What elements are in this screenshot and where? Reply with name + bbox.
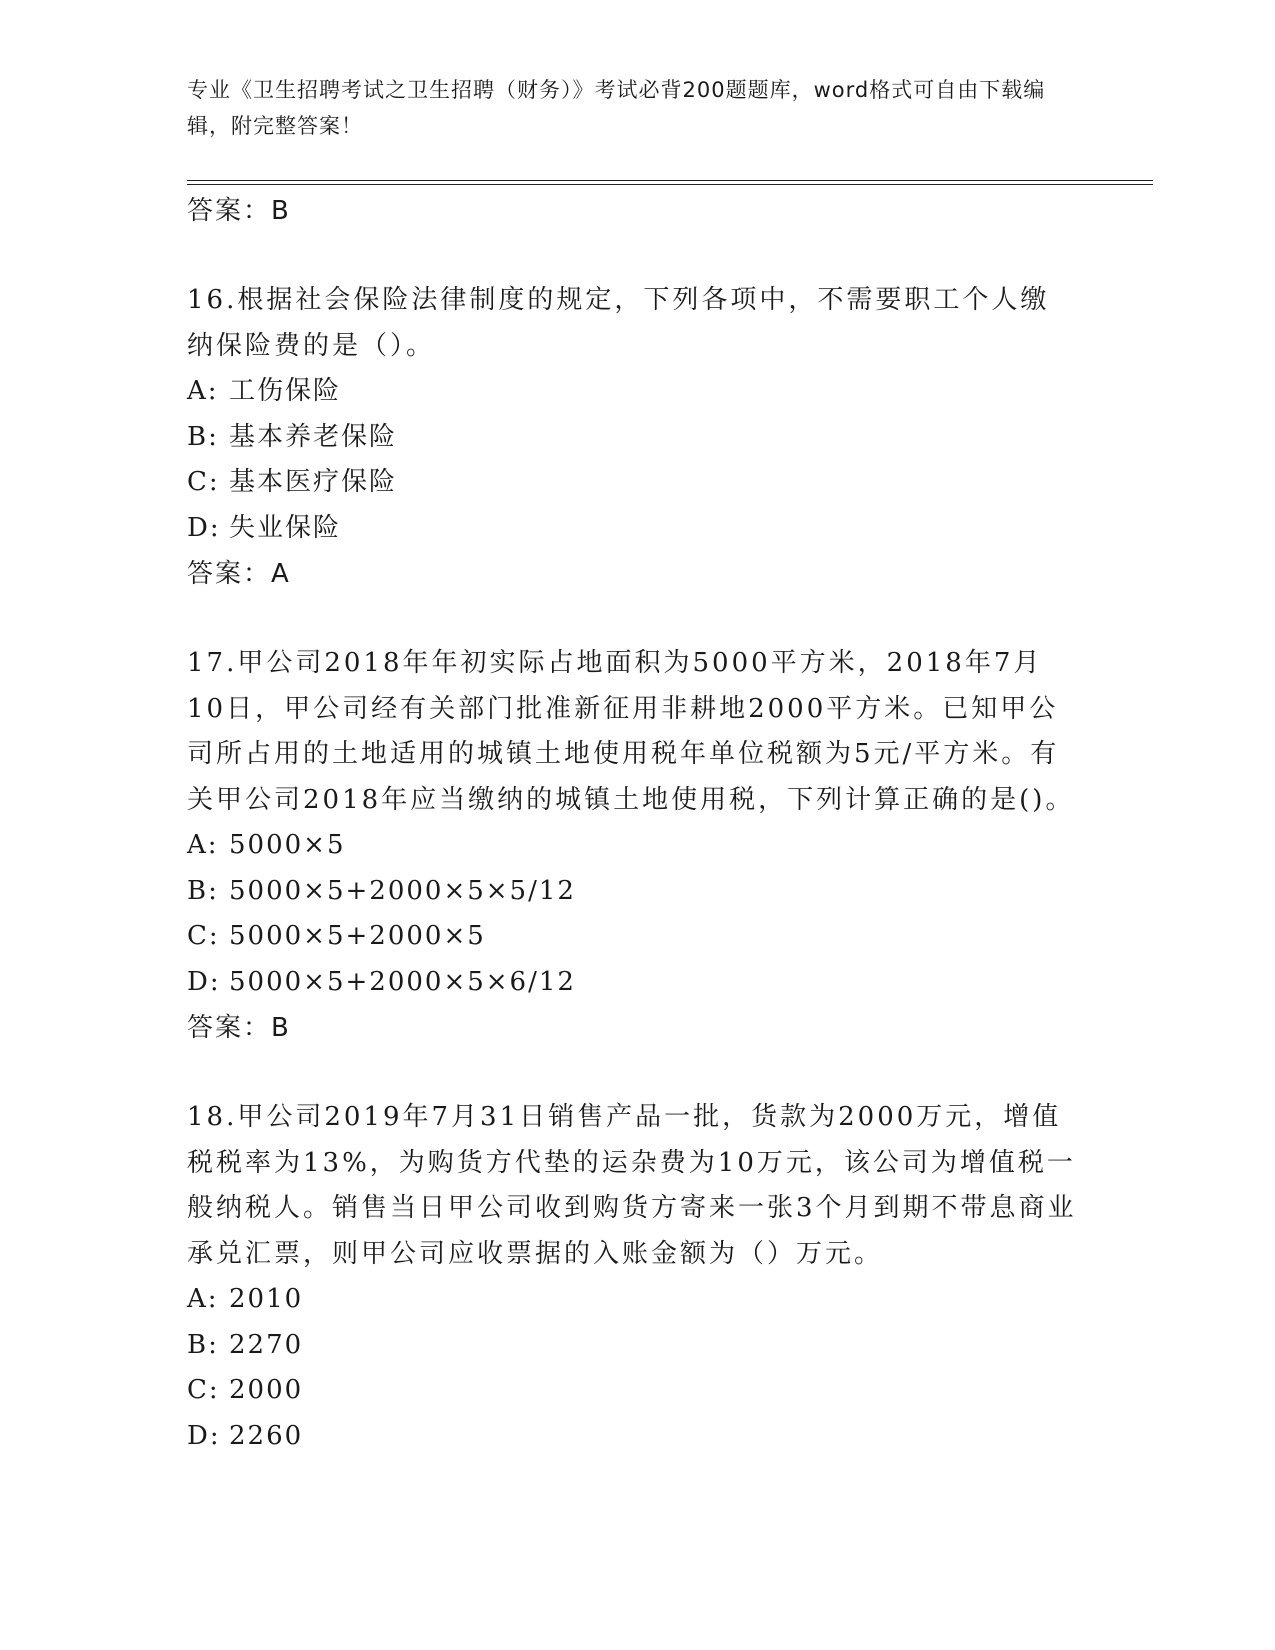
option-text: 2270	[229, 1329, 304, 1360]
option-key: B:	[187, 1329, 219, 1360]
option-key: D:	[187, 966, 221, 997]
option-b	[187, 869, 1077, 915]
option-key: C:	[187, 921, 220, 951]
option-d	[187, 506, 1077, 552]
option-text: 基本医疗保险	[229, 467, 398, 497]
answer-line: 答案：B	[187, 196, 291, 226]
option-c	[187, 914, 1077, 960]
option-key: C:	[187, 467, 220, 497]
option-key: C:	[187, 1375, 220, 1405]
answer-line: 答案：B	[187, 1013, 291, 1043]
question-17	[187, 641, 1077, 1051]
option-key: D:	[187, 512, 221, 543]
option-text: 5000×5+2000×5×5/12	[229, 875, 576, 906]
option-c	[187, 1368, 1077, 1414]
option-b	[187, 1323, 1077, 1369]
option-key: B:	[187, 875, 219, 906]
option-a	[187, 823, 1077, 869]
header-divider-bottom	[187, 184, 1153, 185]
question-stem: 18.甲公司2019年7月31日销售产品一批，货款为2000万元，增值税税率为13%，为购货方代垫的运杂费为10万元，该公司为增值税一般纳税人。销售当日甲公司收到购货方寄来一张3个月到期不带息商业承兑汇票，则甲公司应收票据的入账金额为（）万元。	[187, 1102, 1077, 1269]
option-text: 2000	[229, 1375, 304, 1405]
question-stem: 16.根据社会保险法律制度的规定，下列各项中，不需要职工个人缴纳保险费的是（）。	[187, 285, 1050, 361]
option-text: 5000×5+2000×5×6/12	[229, 966, 576, 997]
document-header: 专业《卫生招聘考试之卫生招聘（财务）》考试必背200题题库，word格式可自由下载编辑，附完整答案！	[187, 78, 1046, 138]
question-18	[187, 1095, 1077, 1459]
question-16	[187, 278, 1077, 597]
option-a	[187, 369, 1077, 415]
option-text: 2010	[229, 1284, 304, 1314]
answer-line: 答案：A	[187, 559, 291, 589]
option-text: 工伤保险	[229, 376, 342, 406]
option-text: 基本养老保险	[229, 421, 398, 452]
option-key: A:	[187, 830, 219, 860]
option-text: 失业保险	[229, 512, 342, 543]
option-b	[187, 415, 1077, 461]
header-divider-top	[187, 180, 1153, 181]
option-text: 5000×5+2000×5	[229, 921, 486, 951]
option-text: 5000×5	[229, 830, 346, 860]
option-d	[187, 960, 1077, 1006]
option-key: A:	[187, 376, 219, 406]
option-text: 2260	[229, 1420, 304, 1451]
option-key: B:	[187, 421, 219, 452]
option-a	[187, 1277, 1077, 1323]
question-list	[187, 188, 1077, 1459]
option-key: D:	[187, 1420, 221, 1451]
option-d	[187, 1414, 1077, 1460]
option-key: A:	[187, 1284, 219, 1314]
option-c	[187, 460, 1077, 506]
question-stem: 17.甲公司2018年年初实际占地面积为5000平方米，2018年7月10日，甲公司经有关部门批准新征用非耕地2000平方米。已知甲公司所占用的土地适用的城镇土地使用税年单位税额为5元/平方米。有关甲公司2018年应当缴纳的城镇土地使用税，下列计算正确的是()。	[187, 648, 1075, 815]
